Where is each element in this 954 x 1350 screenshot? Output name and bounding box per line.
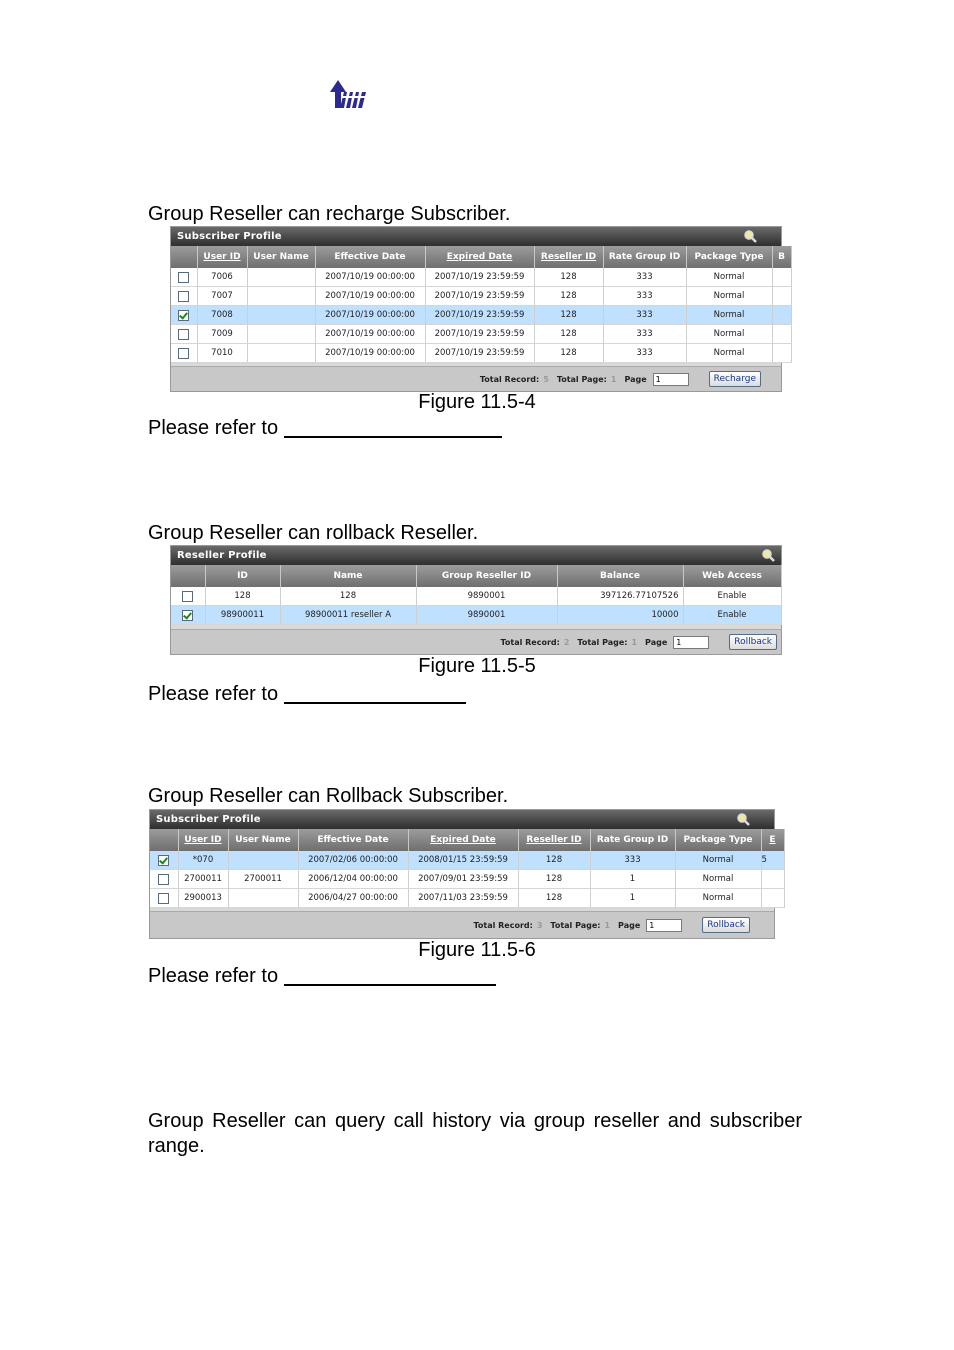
table-row[interactable]: 2700011 2700011 2006/12/04 00:00:00 2007/09/01 23:59:59 128 1 Normal — [150, 870, 784, 889]
reference-blank — [284, 682, 466, 704]
column-header-user-id[interactable]: User ID — [178, 829, 228, 851]
column-header-effective-date: Effective Date — [298, 829, 408, 851]
column-header-group-reseller-id: Group Reseller ID — [416, 565, 557, 587]
search-icon[interactable] — [761, 548, 775, 562]
row-checkbox[interactable] — [178, 329, 189, 340]
table-row[interactable]: 7010 2007/10/19 00:00:00 2007/10/19 23:59:59 128 333 Normal — [171, 344, 791, 363]
reference-blank — [284, 416, 502, 438]
row-checkbox[interactable] — [178, 348, 189, 359]
page-input[interactable] — [673, 636, 709, 649]
column-header-extra[interactable]: E — [761, 829, 784, 851]
rollback-button[interactable]: Rollback — [729, 634, 777, 650]
row-checkbox[interactable] — [182, 591, 193, 602]
table-row-selected[interactable]: 7008 2007/10/19 00:00:00 2007/10/19 23:59:59 128 333 Normal — [171, 306, 791, 325]
row-checkbox[interactable] — [158, 874, 169, 885]
total-page-count: 1 — [631, 637, 638, 647]
column-header-effective-date: Effective Date — [315, 246, 425, 268]
row-checkbox[interactable] — [178, 291, 189, 302]
column-header-name: Name — [280, 565, 416, 587]
panel-title: Subscriber Profile — [177, 231, 282, 242]
row-checkbox[interactable] — [178, 272, 189, 283]
row-checkbox-checked[interactable] — [158, 855, 169, 866]
page-input[interactable] — [653, 373, 689, 386]
subscriber-profile-panel-recharge — [170, 226, 785, 392]
figure-caption: Figure 11.5-5 — [418, 655, 536, 677]
column-header-id: ID — [205, 565, 280, 587]
total-record-count: 3 — [536, 920, 543, 930]
column-header-balance: B — [772, 246, 791, 268]
table-row[interactable]: 2900013 2006/04/27 00:00:00 2007/11/03 23:59:59 128 1 Normal — [150, 889, 784, 908]
refer-line: Please refer to — [148, 416, 502, 440]
column-header-reseller-id[interactable]: Reseller ID — [518, 829, 590, 851]
row-checkbox-checked[interactable] — [182, 610, 193, 621]
table-row[interactable]: 7006 2007/10/19 00:00:00 2007/10/19 23:59:59 128 333 Normal — [171, 268, 791, 287]
row-checkbox[interactable] — [158, 893, 169, 904]
refer-line: Please refer to — [148, 964, 496, 988]
refer-line: Please refer to — [148, 682, 466, 706]
subscriber-table — [171, 246, 792, 363]
paragraph-query-call-history: Group Reseller can query call history via group reseller and subscriber range. — [148, 1110, 802, 1157]
total-page-count: 1 — [610, 374, 617, 384]
table-row-selected[interactable]: *070 2007/02/06 00:00:00 2008/01/15 23:59:59 128 333 Normal 5 — [150, 851, 784, 870]
table-row[interactable]: 7007 2007/10/19 00:00:00 2007/10/19 23:59:59 128 333 Normal — [171, 287, 791, 306]
page-input[interactable] — [646, 919, 682, 932]
recharge-button[interactable]: Recharge — [709, 371, 761, 387]
column-header-web-access: Web Access — [683, 565, 781, 587]
search-icon[interactable] — [743, 229, 757, 243]
rollback-button[interactable]: Rollback — [702, 917, 750, 933]
search-icon[interactable] — [736, 812, 750, 826]
column-header-rate-group-id: Rate Group ID — [603, 246, 686, 268]
pagination-bar: Total Record: 3 Total Page: 1 Page 1 Rollback — [150, 911, 774, 938]
subscriber-table — [150, 829, 785, 908]
total-page-count: 1 — [604, 920, 611, 930]
panel-title: Reseller Profile — [177, 550, 267, 561]
paragraph-rollback-reseller: Group Reseller can rollback Reseller. — [148, 522, 479, 544]
column-header-reseller-id[interactable]: Reseller ID — [534, 246, 603, 268]
column-header-expired-date[interactable]: Expired Date — [408, 829, 518, 851]
table-row[interactable]: 7009 2007/10/19 00:00:00 2007/10/19 23:59:59 128 333 Normal — [171, 325, 791, 344]
paragraph-rollback-subscriber: Group Reseller can Rollback Subscriber. — [148, 785, 509, 807]
subscriber-profile-panel-rollback — [149, 809, 775, 939]
table-row-selected[interactable]: 98900011 98900011 reseller A 9890001 10000 Enable — [171, 606, 781, 625]
total-record-count: 2 — [563, 637, 570, 647]
figure-caption: Figure 11.5-6 — [418, 939, 536, 961]
total-record-count: 5 — [543, 374, 549, 384]
column-header-user-name: User Name — [228, 829, 298, 851]
column-header-user-id[interactable]: User ID — [197, 246, 247, 268]
reference-blank — [284, 964, 496, 986]
panel-title: Subscriber Profile — [156, 814, 261, 825]
table-row[interactable]: 128 128 9890001 397126.77107526 Enable — [171, 587, 781, 606]
column-header-user-name: User Name — [247, 246, 315, 268]
column-header-package-type: Package Type — [675, 829, 761, 851]
pagination-bar: Total Record: 2 Total Page: 1 Page 1 Rollback — [171, 629, 781, 654]
reseller-table — [171, 565, 782, 625]
column-header-package-type: Package Type — [686, 246, 772, 268]
row-checkbox-checked[interactable] — [178, 310, 189, 321]
column-header-rate-group-id: Rate Group ID — [590, 829, 675, 851]
pagination-bar: Total Record: 5 Total Page: 1 Page 1 Recharge — [171, 366, 781, 391]
reseller-profile-panel — [170, 545, 782, 655]
column-header-expired-date[interactable]: Expired Date — [425, 246, 534, 268]
company-logo-icon — [330, 78, 368, 110]
column-header-balance: Balance — [557, 565, 683, 587]
paragraph-recharge-subscriber: Group Reseller can recharge Subscriber. — [148, 203, 511, 225]
figure-caption: Figure 11.5-4 — [418, 391, 536, 413]
